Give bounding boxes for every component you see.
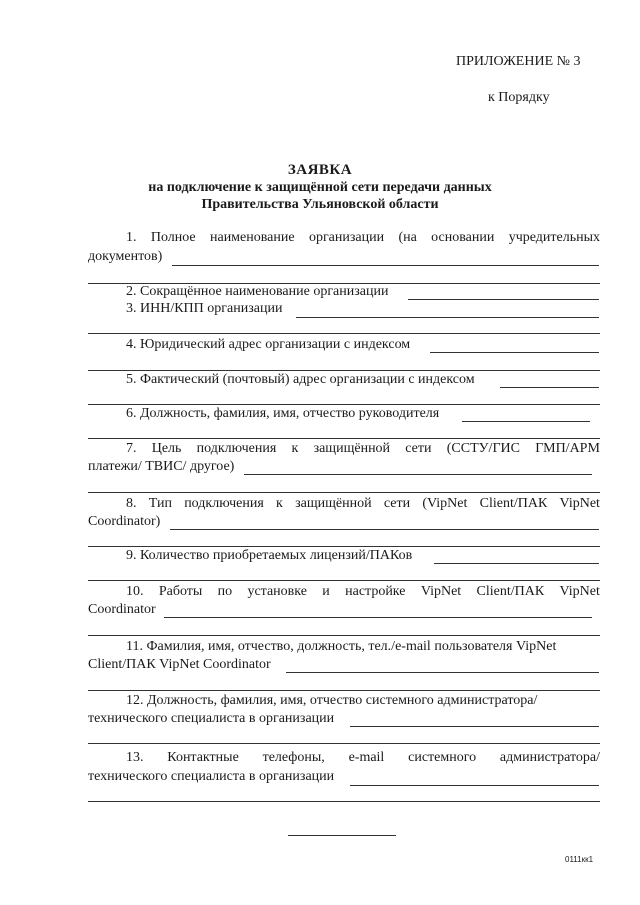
appendix-number: ПРИЛОЖЕНИЕ № 3	[456, 54, 581, 69]
label-word: (ССТУ/ГИС	[446, 441, 520, 456]
field-6-label: 6. Должность, фамилия, имя, отчество руководителя	[126, 406, 440, 421]
label-word: защищённой	[313, 441, 391, 456]
field-11-label-line1: 11. Фамилия, имя, отчество, должность, тел./e-mail пользователя VipNet	[126, 639, 557, 654]
label-word: VipNet	[559, 496, 600, 511]
label-word: наименование	[209, 230, 295, 245]
field-9-input-line[interactable]	[434, 563, 599, 564]
label-word: e-mail	[348, 750, 385, 765]
field-10-input-line[interactable]	[164, 617, 592, 618]
field-11-input-line[interactable]	[286, 672, 599, 673]
label-word: основании	[431, 230, 495, 245]
field-12-label-line2: технического специалиста в организации	[88, 711, 335, 726]
label-word: защищённой	[295, 496, 372, 511]
label-word: Тип	[148, 496, 172, 511]
field-13-input-line[interactable]	[350, 785, 599, 786]
label-word: телефоны,	[262, 750, 325, 765]
field-8-input-line[interactable]	[170, 529, 599, 530]
field-1-label-line2: документов)	[88, 249, 163, 264]
field-6-input-line-extra[interactable]	[88, 438, 600, 439]
field-7-label-line1	[126, 441, 600, 457]
label-word: учредительных	[508, 230, 600, 245]
closing-separator-line	[288, 835, 396, 836]
label-word: системного	[408, 750, 477, 765]
field-13-label-line1	[126, 750, 600, 766]
field-8-label-line2: Coordinator)	[88, 514, 161, 529]
form-title: ЗАЯВКА	[287, 162, 353, 178]
field-7-input-line[interactable]	[244, 474, 592, 475]
field-11-input-line-extra[interactable]	[88, 690, 600, 691]
document-code: 0111кк1	[565, 855, 594, 864]
field-13-input-line-extra[interactable]	[88, 801, 600, 802]
form-subtitle-line1: на подключение к защищённой сети передачи данных	[148, 180, 492, 195]
label-word: 1.	[126, 230, 137, 245]
field-4-input-line-extra[interactable]	[88, 370, 600, 371]
label-word: 8.	[126, 496, 137, 511]
label-word: Client/ПАК	[476, 584, 545, 599]
field-12-input-line-extra[interactable]	[88, 743, 600, 744]
form-subtitle-line2: Правительства Ульяновской области	[201, 197, 439, 212]
label-word: Client/ПАК	[479, 496, 548, 511]
field-1-input-line[interactable]	[172, 265, 599, 266]
field-2-input-line[interactable]	[408, 299, 599, 300]
label-word: установке	[247, 584, 307, 599]
label-word: сети	[405, 441, 432, 456]
field-5-label: 5. Фактический (почтовый) адрес организации с индексом	[126, 372, 475, 387]
field-12-input-line[interactable]	[350, 726, 599, 727]
field-3-input-line-extra[interactable]	[88, 333, 600, 334]
field-7-label-line2: платежи/ ТВИС/ другое)	[88, 459, 235, 474]
field-4-input-line[interactable]	[430, 352, 599, 353]
label-word: Полное	[150, 230, 196, 245]
label-word: администратора/	[499, 750, 600, 765]
field-3-label: 3. ИНН/КПП организации	[126, 301, 283, 316]
field-3-input-line[interactable]	[296, 317, 599, 318]
field-4-label: 4. Юридический адрес организации с индексом	[126, 337, 411, 352]
label-word: по	[217, 584, 233, 599]
label-word: 13.	[126, 750, 144, 765]
field-13-label-line2: технического специалиста в организации	[88, 769, 335, 784]
label-word: (VipNet	[422, 496, 468, 511]
label-word: к	[291, 441, 299, 456]
label-word: 7.	[126, 441, 137, 456]
label-word: сети	[383, 496, 411, 511]
label-word: VipNet	[420, 584, 462, 599]
label-word: настройке	[345, 584, 406, 599]
field-11-label-line2: Client/ПАК VipNet Coordinator	[88, 657, 271, 672]
field-12-label-line1: 12. Должность, фамилия, имя, отчество системного администратора/	[126, 693, 538, 708]
label-word: Контактные	[167, 750, 239, 765]
label-word: VipNet	[559, 584, 600, 599]
label-word: к	[276, 496, 283, 511]
label-word: (на	[398, 230, 417, 245]
appendix-reference: к Порядку	[488, 90, 550, 105]
label-word: Работы	[158, 584, 203, 599]
field-6-input-line[interactable]	[462, 421, 590, 422]
label-word: организации	[308, 230, 385, 245]
field-10-input-line-extra[interactable]	[88, 635, 600, 636]
field-7-input-line-extra[interactable]	[88, 492, 600, 493]
label-word: 10.	[126, 584, 144, 599]
label-word: подключения	[184, 496, 264, 511]
field-8-label-line1	[126, 496, 600, 512]
field-5-input-line[interactable]	[500, 387, 599, 388]
field-9-input-line-extra[interactable]	[88, 580, 600, 581]
field-10-label-line2: Coordinator	[88, 602, 156, 617]
field-2-label: 2. Сокращённое наименование организации	[126, 284, 389, 299]
field-1-label-line1	[126, 230, 600, 246]
field-9-label: 9. Количество приобретаемых лицензий/ПАКов	[126, 548, 413, 563]
field-8-input-line-extra[interactable]	[88, 546, 600, 547]
field-10-label-line1	[126, 584, 600, 600]
label-word: и	[322, 584, 330, 599]
label-word: подключения	[196, 441, 277, 456]
label-word: ГМП/АРМ	[535, 441, 600, 456]
label-word: Цель	[151, 441, 182, 456]
field-5-input-line-extra[interactable]	[88, 404, 600, 405]
